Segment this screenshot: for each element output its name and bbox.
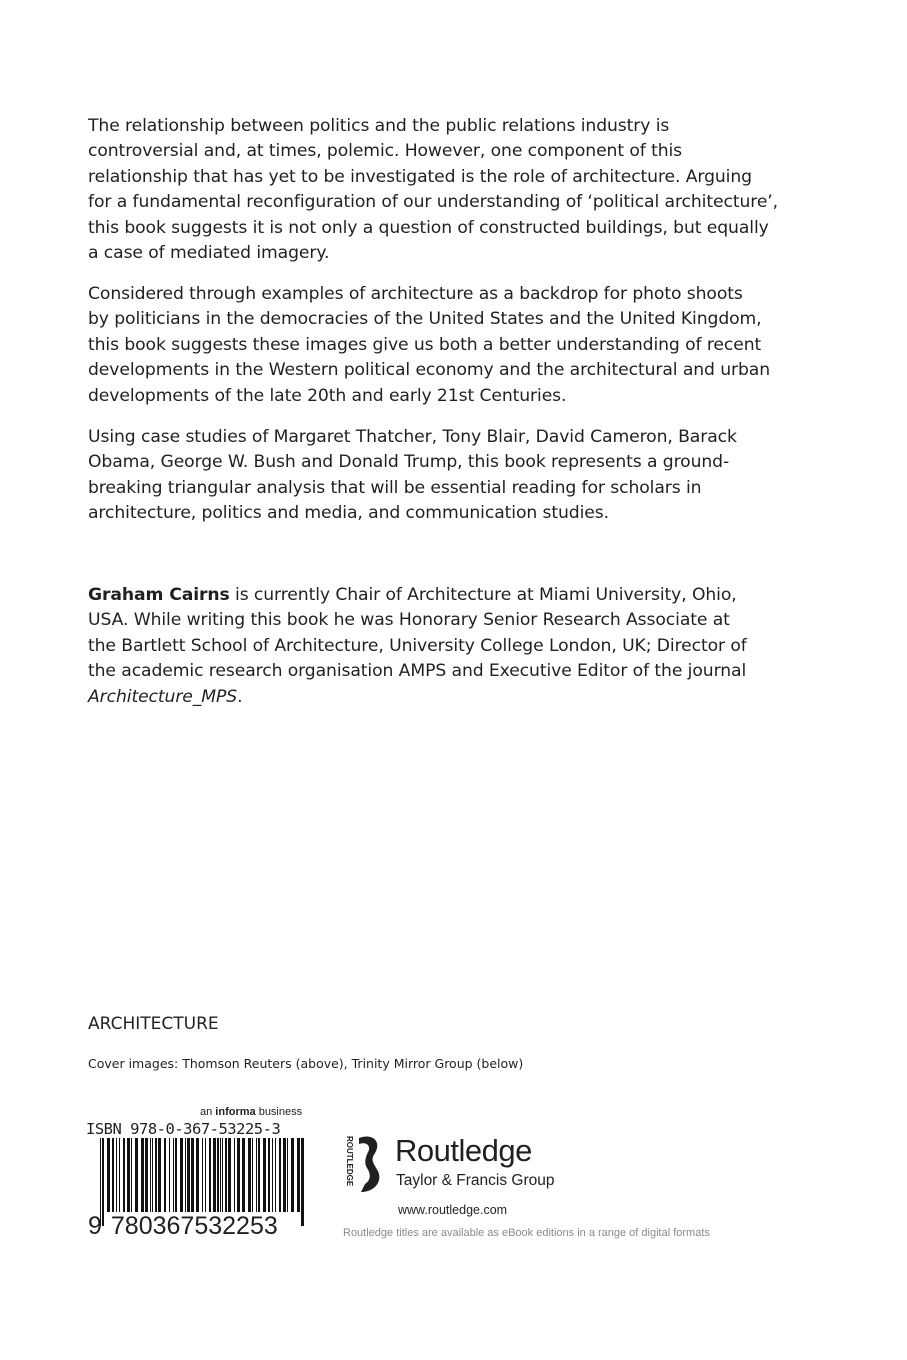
barcode-bar [187,1138,190,1212]
barcode-bar [252,1138,253,1212]
text-line: breaking triangular analysis that will be essential reading for scholars in [88,477,702,498]
barcode-bar [291,1138,294,1212]
publisher-group: Taylor & Francis Group [396,1172,555,1189]
cover-credits: Cover images: Thomson Reuters (above), Trinity Mirror Group (below) [88,1056,524,1071]
text-line: this book suggests these images give us both a better understanding of recent [88,334,762,355]
barcode-bar [175,1138,177,1212]
text-line: Obama, George W. Bush and Donald Trump, this book represents a ground- [88,452,730,473]
barcode-bar [131,1138,132,1212]
barcode-bar [275,1138,276,1212]
barcode-bar [283,1138,286,1212]
blurb-paragraph-3 [88,425,737,527]
text-line [88,583,747,608]
routledge-logo-icon [343,1134,385,1194]
text-line: relationship that has yet to be investigated is the role of architecture. Arguing [88,166,752,187]
barcode-bar [158,1138,161,1212]
text-line: developments in the Western political economy and the architectural and urban [88,360,771,381]
barcode-bar [301,1138,304,1226]
subject-category: ARCHITECTURE [88,1014,219,1034]
barcode-bar [152,1138,153,1212]
barcode-bar [242,1138,245,1212]
barcode-bar [228,1138,231,1212]
tagline-text: an [200,1106,216,1118]
barcode-digits [88,1212,279,1241]
barcode-bar [169,1138,170,1212]
barcode-bar [173,1138,174,1212]
barcode-bar [225,1138,227,1212]
barcode-bar [141,1138,144,1212]
text-line: The relationship between politics and the public relations industry is [88,116,670,136]
barcode-bar [279,1138,281,1212]
barcode-bar [287,1138,288,1212]
author-bio [88,583,747,710]
text-line: USA. While writing this book he was Honorary Senior Research Associate at [88,610,730,631]
barcode-bar [234,1138,235,1212]
barcode-bar [116,1138,117,1212]
text-line: developments of the late 20th and early 21st Centuries. [88,385,567,406]
blurb-paragraph-2 [88,282,770,409]
barcode-bar [180,1138,183,1212]
bio-text: is currently Chair of Architecture at Miami University, Ohio, [229,585,737,605]
barcode-bar [119,1138,120,1212]
text-line: Using case studies of Margaret Thatcher, Tony Blair, David Cameron, Barack [88,427,737,447]
barcode-bar [258,1138,260,1212]
blurb-paragraph-1 [88,114,778,266]
text-line: architecture, politics and media, and communication studies. [88,503,609,524]
barcode-bar [191,1138,194,1212]
barcode-bar [248,1138,251,1212]
barcode-bar [155,1138,157,1212]
barcode-bar [150,1138,151,1212]
text-line [88,685,747,710]
publisher-name: Routledge [395,1133,532,1168]
barcode-bar [145,1138,148,1212]
text-line: this book suggests it is not only a question of constructed buildings, but equally [88,217,769,238]
barcode-bar [135,1138,138,1212]
barcode-bar [256,1138,257,1212]
barcode-bar [220,1138,221,1212]
author-name: Graham Cairns [88,585,230,605]
svg-text:ROUTLEDGE: ROUTLEDGE [345,1136,354,1187]
barcode-digit: 780367532253 [110,1212,278,1240]
informa-tagline [200,1106,302,1118]
text-line: the academic research organisation AMPS and Executive Editor of the journal [88,661,747,682]
barcode-bar [196,1138,199,1212]
barcode-bar [112,1138,114,1212]
barcode-bar [107,1138,110,1212]
text-line: for a fundamental reconfiguration of our understanding of ‘political architecture’, [88,192,779,213]
text-line: the Bartlett School of Architecture, University College London, UK; Director of [88,635,747,656]
barcode-bar [217,1138,219,1212]
barcode-digit: 9 [88,1212,102,1240]
barcode-bar [127,1138,130,1212]
barcode-bar [297,1138,300,1212]
publisher-url[interactable]: www.routledge.com [398,1203,508,1217]
bio-text: . [237,686,243,707]
tagline-text: business [255,1106,303,1118]
barcode-bar [237,1138,240,1212]
text-line: by politicians in the democracies of the United States and the United Kingdom, [88,309,762,330]
barcode-bar [209,1138,211,1212]
barcode-bar [164,1138,166,1212]
text-line: a case of mediated imagery. [88,243,330,264]
barcode-bar [123,1138,125,1212]
text-line: Considered through examples of architecture as a backdrop for photo shoots [88,284,743,304]
ebook-note: Routledge titles are available as eBook editions in a range of digital formats [343,1227,710,1239]
barcode-bar [272,1138,273,1212]
isbn: ISBN 978-0-367-53225-3 [86,1120,281,1138]
barcode-bar [213,1138,216,1212]
barcode-bar [263,1138,266,1212]
tagline-bold: informa [215,1106,256,1118]
barcode-bar [185,1138,186,1212]
barcode-bar [268,1138,270,1212]
journal-name: Architecture_MPS [88,686,238,707]
barcode-bar [222,1138,223,1212]
text-line: controversial and, at times, polemic. However, one component of this [88,141,683,162]
